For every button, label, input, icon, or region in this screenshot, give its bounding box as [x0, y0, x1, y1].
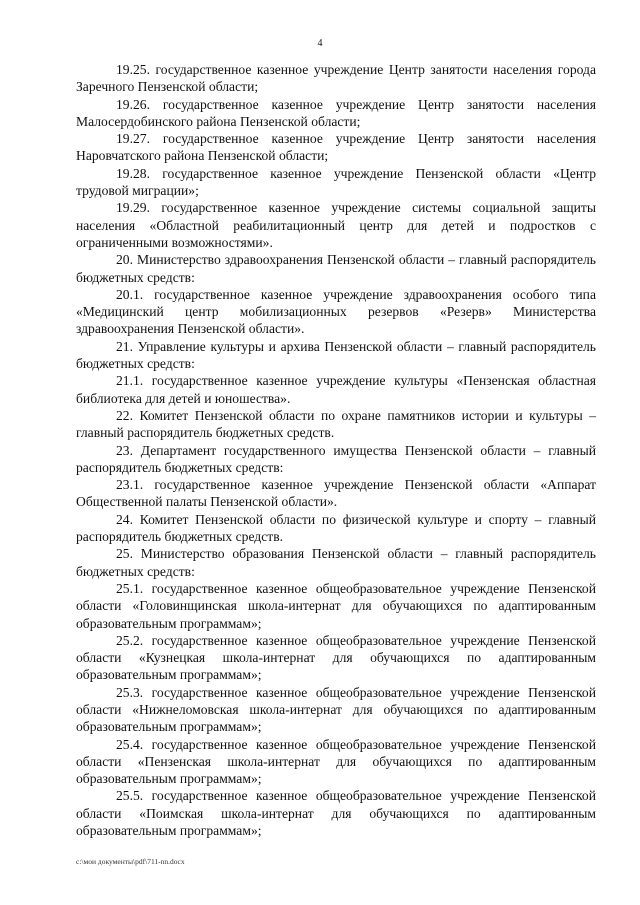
paragraph-25-3: 25.3. государственное казенное общеобразовательное учреждение Пензенской области «Нижнеломовская школа-интернат для обучающихся по адаптированным образовательным программам»;	[76, 684, 596, 735]
paragraph-21-1: 21.1. государственное казенное учреждение культуры «Пензенская областная библиотека для детей и юношества».	[76, 373, 596, 406]
paragraph-20: 20. Министерство здравоохранения Пензенской области – главный распорядитель бюджетных средств:	[76, 252, 596, 285]
document-body	[76, 61, 596, 839]
footer-file-path: c:\мои документы\pdf\711-nn.docx	[76, 857, 185, 866]
paragraph-25-1: 25.1. государственное казенное общеобразовательное учреждение Пензенской области «Головинщинская школа-интернат для обучающихся по адаптированным образовательным программам»;	[76, 580, 596, 631]
paragraph-19-29: 19.29. государственное казенное учреждение системы социальной защиты населения «Областной реабилитационный центр для детей и подростков с ограниченными возможностями».	[76, 200, 596, 250]
paragraph-19-27: 19.27. государственное казенное учреждение Центр занятости населения Наровчатского района Пензенской области;	[76, 131, 596, 164]
paragraph-20-1: 20.1. государственное казенное учреждение здравоохранения особого типа «Медицинский центр мобилизационных резервов «Резерв» Министерства здравоохранения Пензенской области».	[76, 286, 596, 337]
paragraph-23: 23. Департамент государственного имущества Пензенской области – главный распорядитель бюджетных средств:	[76, 442, 596, 475]
paragraph-19-25: 19.25. государственное казенное учреждение Центр занятости населения города Заречного Пензенской области;	[76, 62, 596, 95]
paragraph-19-28: 19.28. государственное казенное учреждение Пензенской области «Центр трудовой миграции»;	[76, 165, 596, 199]
paragraph-21: 21. Управление культуры и архива Пензенской области – главный распорядитель бюджетных средств:	[76, 338, 596, 372]
paragraph-25-5: 25.5. государственное казенное общеобразовательное учреждение Пензенской области «Поимская школа-интернат для обучающихся по адаптированным образовательным программам»;	[76, 788, 596, 839]
paragraph-25-4: 25.4. государственное казенное общеобразовательное учреждение Пензенской области «Пензенская школа-интернат для обучающихся по адаптированным образовательным программам»;	[76, 736, 596, 787]
paragraph-22: 22. Комитет Пензенской области по охране памятников истории и культуры – главный распорядитель бюджетных средств.	[76, 407, 596, 441]
paragraph-25: 25. Министерство образования Пензенской области – главный распорядитель бюджетных средств:	[76, 546, 596, 579]
paragraph-19-26: 19.26. государственное казенное учреждение Центр занятости населения Малосердобинского района Пензенской области;	[76, 96, 596, 129]
paragraph-25-2: 25.2. государственное казенное общеобразовательное учреждение Пензенской области «Кузнецкая школа-интернат для обучающихся по адаптированным образовательным программам»;	[76, 632, 596, 683]
paragraph-23-1: 23.1. государственное казенное учреждение Пензенской области «Аппарат Общественной палаты Пензенской области».	[76, 477, 596, 510]
paragraph-24: 24. Комитет Пензенской области по физической культуре и спорту – главный распорядитель бюджетных средств.	[76, 511, 596, 545]
page-number: 4	[317, 38, 323, 49]
